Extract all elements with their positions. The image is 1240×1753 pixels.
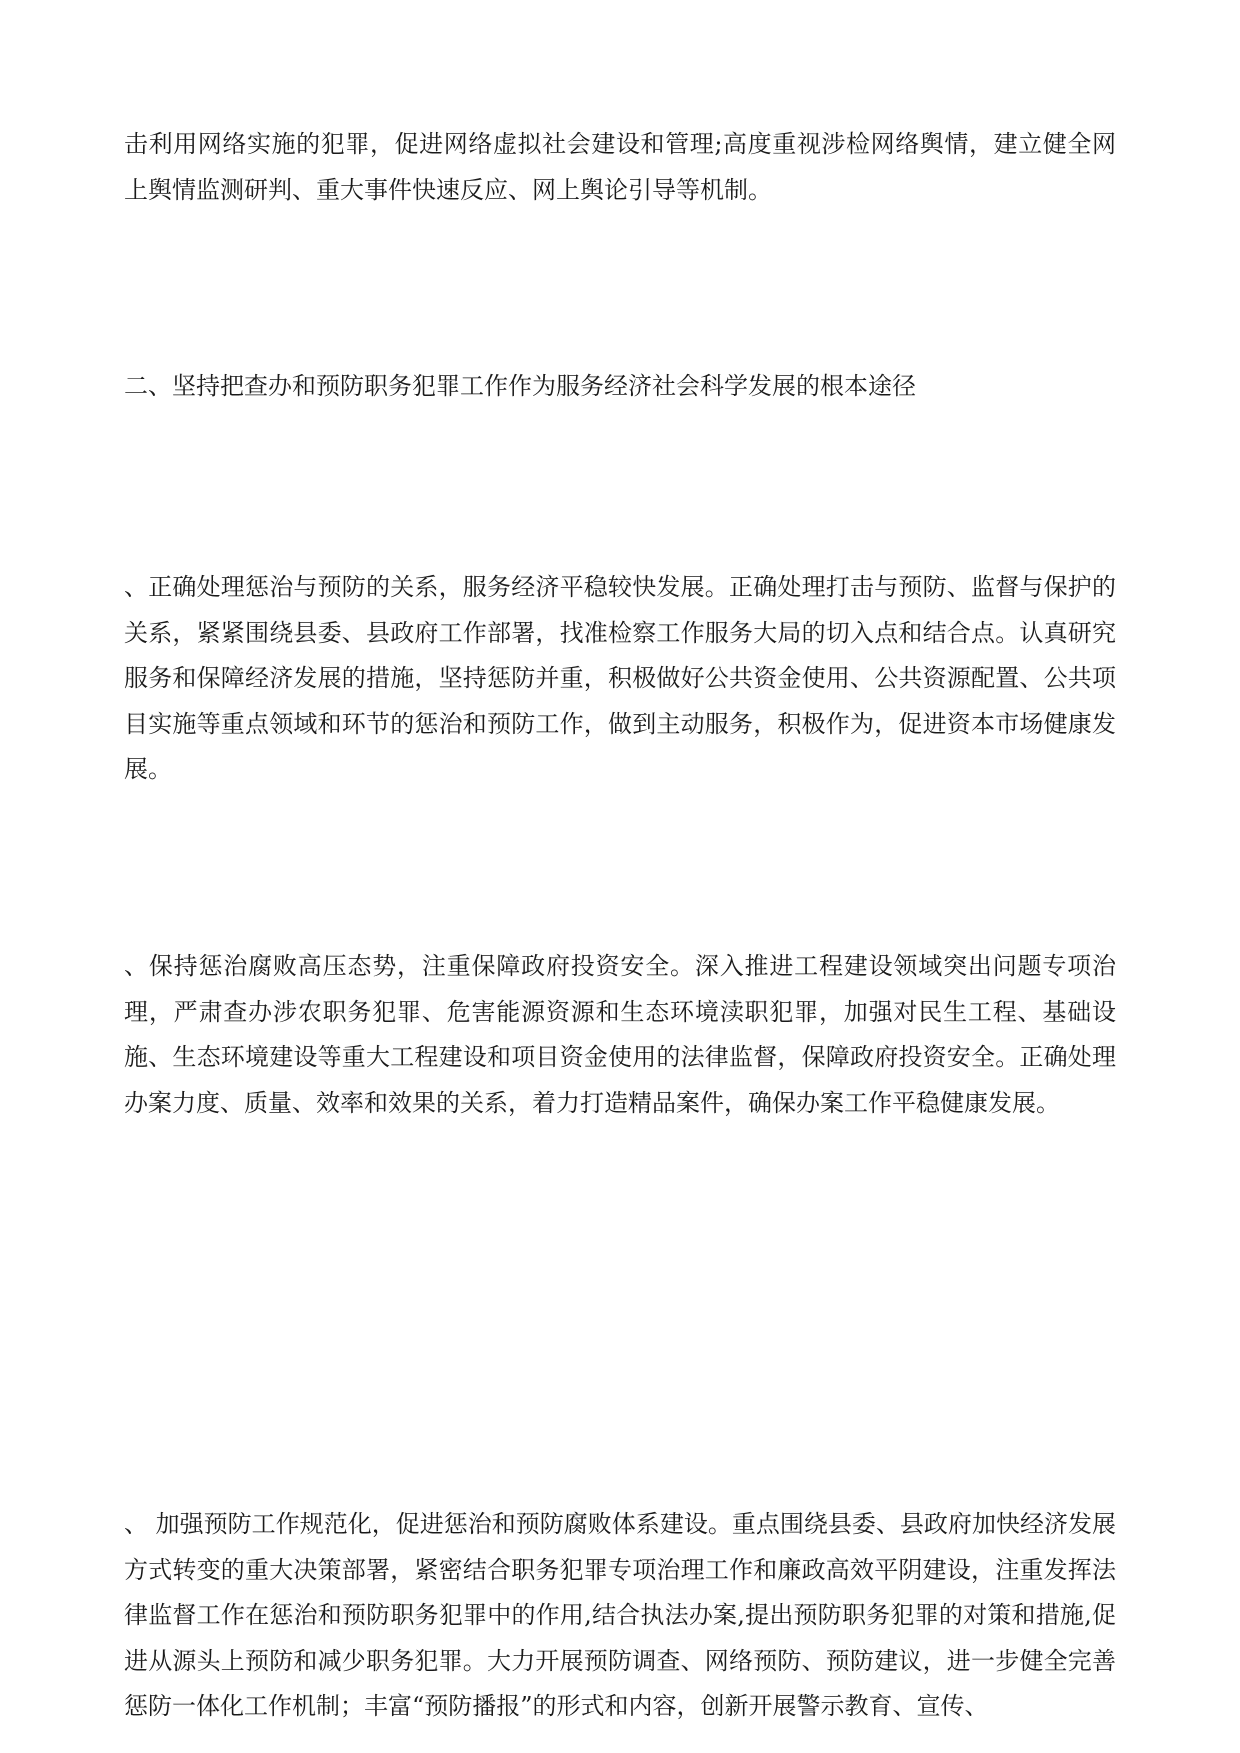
paragraph-anti-corruption: 、保持惩治腐败高压态势，注重保障政府投资安全。深入推进工程建设领域突出问题专项治理，严肃查办涉农职务犯罪、危害能源资源和生态环境渎职犯罪，加强对民生工程、基础设施、生态环境建设等重大工程建设和项目资金使用的法律监督，保障政府投资安全。正确处理办案力度、质量、效率和效果的关系，着力打造精品案件，确保办案工作平稳健康发展。 bbox=[124, 952, 1116, 1117]
paragraph-prevention-standardization: 、 加强预防工作规范化，促进惩治和预防腐败体系建设。重点围绕县委、县政府加快经济发展方式转变的重大决策部署，紧密结合职务犯罪专项治理工作和廉政高效平阴建设，注重发挥法律监督工作在惩治和预防职务犯罪中的作用,结合执法办案,提出预防职务犯罪的对策和措施,促进从源头上预防和减少职务犯罪。大力开展预防调查、网络预防、预防建议，进一步健全完善惩防一体化工作机制；丰富“预防播报”的形式和内容，创新开展警示教育、宣传、 bbox=[124, 1510, 1116, 1720]
paragraph-network-crime: 击利用网络实施的犯罪，促进网络虚拟社会建设和管理;高度重视涉检网络舆情，建立健全网上舆情监测研判、重大事件快速反应、网上舆论引导等机制。 bbox=[124, 130, 1116, 204]
paragraph-punish-prevent: 、正确处理惩治与预防的关系，服务经济平稳较快发展。正确处理打击与预防、监督与保护的关系，紧紧围绕县委、县政府工作部署，找准检察工作服务大局的切入点和结合点。认真研究服务和保障经济发展的措施，坚持惩防并重，积极做好公共资金使用、公共资源配置、公共项目实施等重点领域和环节的惩治和预防工作，做到主动服务，积极作为，促进资本市场健康发展。 bbox=[124, 573, 1116, 783]
section-heading-2: 二、坚持把查办和预防职务犯罪工作作为服务经济社会科学发展的根本途径 bbox=[124, 372, 916, 400]
